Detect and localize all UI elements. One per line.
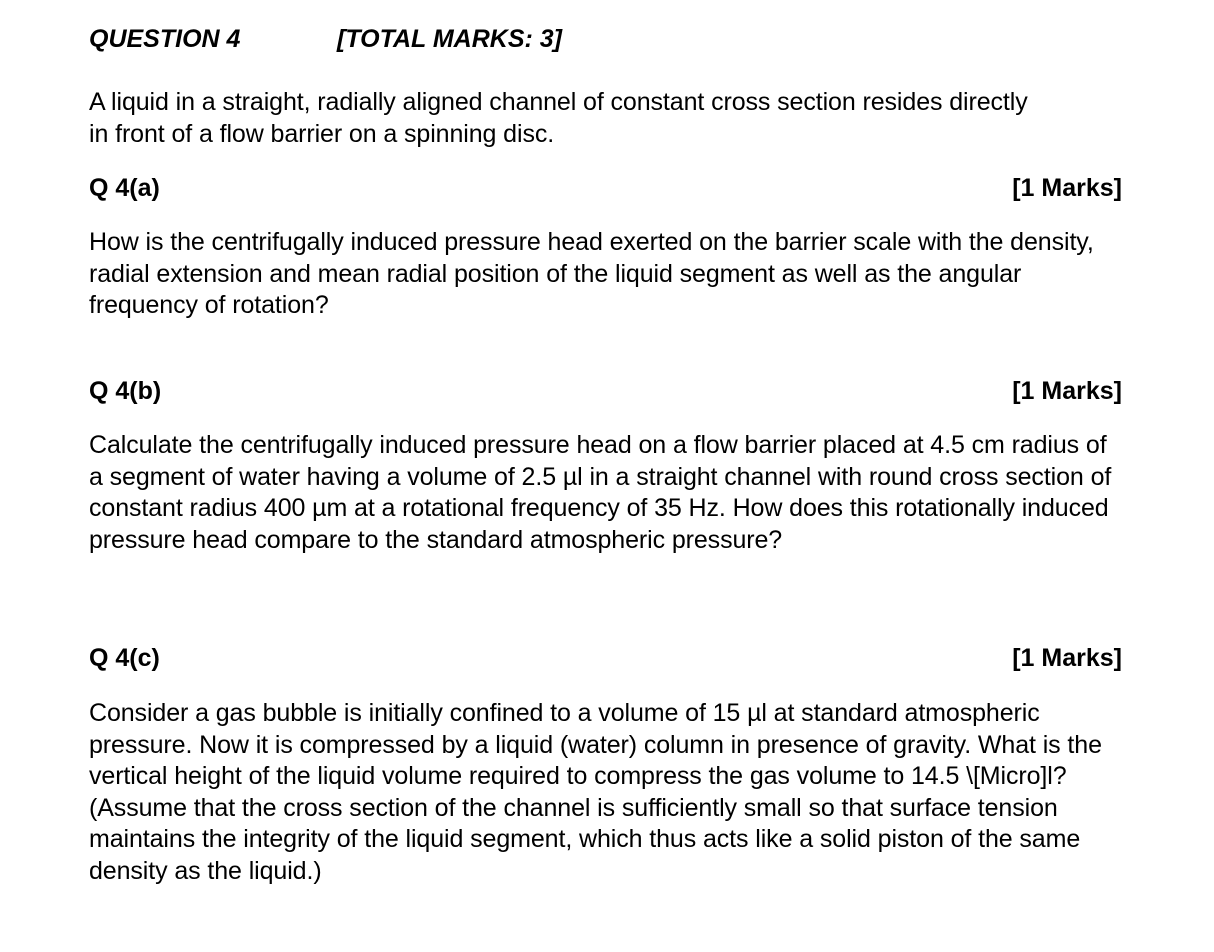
part-c-text: Consider a gas bubble is initially confined to a volume of 15 µl at standard atmospheric pressure. Now it is compressed by a liquid (water) column in presence of gravity. What is the vertical height of the liquid volume required to compress the gas volume to 14.5 \[Micro]l? (Assume that the cross section of the channel is sufficiently small so that surface tension maintains the integrity of the liquid segment, which thus acts like a solid piston of the same density as the liquid.)	[89, 699, 1102, 885]
part-a-label: Q 4(a)	[89, 174, 160, 202]
part-b-marks: [1 Marks]	[1012, 377, 1122, 405]
part-b-text: Calculate the centrifugally induced pressure head on a flow barrier placed at 4.5 cm radius of a segment of water having a volume of 2.5 µl in a straight channel with round cross section of constant radius 400 µm at a rotational frequency of 35 Hz. How does this rotationally induced pressure head compare to the standard atmospheric pressure?	[89, 431, 1112, 554]
part-a-text: How is the centrifugally induced pressure head exerted on the barrier scale with the density, radial extension and mean radial position of the liquid segment as well as the angular frequency of rotation?	[89, 228, 1094, 319]
total-marks: [TOTAL MARKS: 3]	[337, 25, 562, 53]
part-c-marks: [1 Marks]	[1012, 644, 1122, 672]
intro-paragraph: A liquid in a straight, radially aligned channel of constant cross section resides directly in front of a flow barrier on a spinning disc.	[89, 88, 1028, 148]
question-header	[89, 25, 789, 53]
part-a-marks: [1 Marks]	[1012, 174, 1122, 202]
part-c-label: Q 4(c)	[89, 644, 160, 672]
question-number: QUESTION 4	[89, 25, 241, 53]
part-b-label: Q 4(b)	[89, 377, 162, 405]
